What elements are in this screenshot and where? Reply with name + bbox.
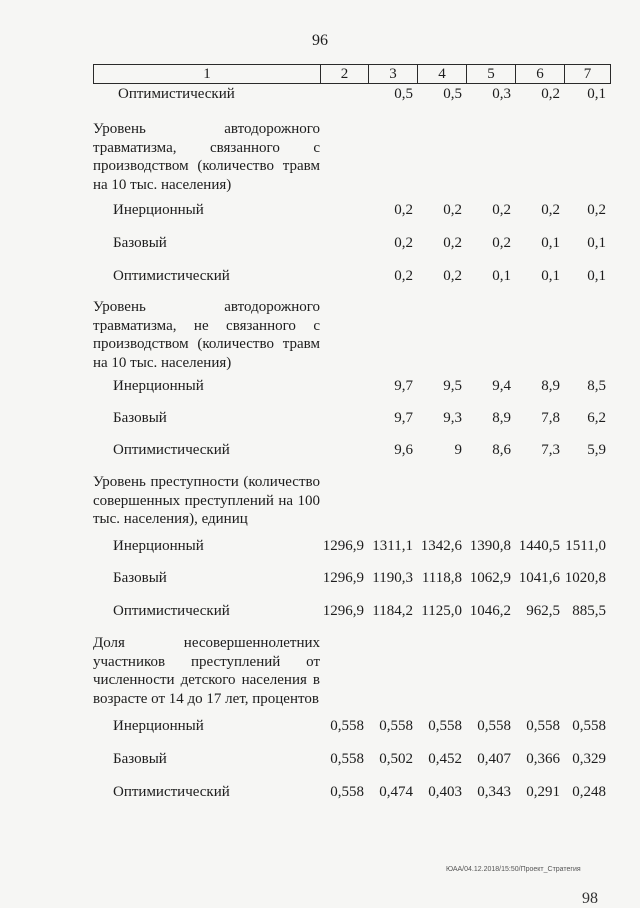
cell-value: 0,5 — [394, 86, 413, 102]
cell-value: 0,1 — [587, 86, 606, 102]
column-number: 4 — [418, 65, 467, 84]
cell-value: 0,558 — [572, 718, 606, 734]
cell-value: 8,5 — [587, 378, 606, 394]
cell-value: 0,558 — [379, 718, 413, 734]
cell-value: 0,343 — [477, 784, 511, 800]
cell-value — [320, 86, 368, 114]
scenario-label: Инерционный — [113, 378, 204, 394]
cell-value: 1041,6 — [518, 570, 560, 586]
cell-value: 0,2 — [492, 202, 511, 218]
cell-value: 1342,6 — [420, 538, 462, 554]
table-row — [93, 468, 610, 538]
cell-value: 9 — [454, 442, 462, 458]
scenario-label: Базовый — [113, 570, 167, 586]
column-number: 5 — [467, 65, 516, 84]
cell-value: 962,5 — [526, 603, 560, 619]
cell-value: 0,558 — [428, 718, 462, 734]
scenario-label: Оптимистический — [113, 268, 230, 284]
cell-value: 8,9 — [492, 410, 511, 426]
cell-value: 9,6 — [394, 442, 413, 458]
table-row — [93, 410, 610, 442]
cell-value: 1511,0 — [565, 538, 606, 554]
cell-value: 1020,8 — [564, 570, 606, 586]
cell-value: 0,2 — [541, 86, 560, 102]
scenario-label: Инерционный — [113, 718, 204, 734]
indicator-label: Уровень автодорожного травматизма, не связанного с производством (количество травм на 10 тыс. населения) — [93, 299, 320, 371]
table-body — [93, 86, 610, 810]
cell-value: 9,7 — [394, 410, 413, 426]
cell-value: 885,5 — [572, 603, 606, 619]
cell-value: 0,1 — [541, 235, 560, 251]
cell-value: 8,9 — [541, 378, 560, 394]
table-row — [93, 202, 610, 235]
table-row — [93, 538, 610, 570]
cell-value: 0,474 — [379, 784, 413, 800]
document-footer-code: ЮАА/04.12.2018/15:50/Проект_Стратегия — [446, 866, 581, 873]
page-number: 96 — [312, 32, 328, 49]
table-row — [93, 718, 610, 751]
cell-value: 1296,9 — [322, 570, 364, 586]
table-row — [93, 442, 610, 468]
scenario-label: Оптимистический — [113, 784, 230, 800]
cell-value: 1311,1 — [372, 538, 413, 554]
cell-value: 7,3 — [541, 442, 560, 458]
cell-value: 1296,9 — [322, 538, 364, 554]
cell-value — [320, 442, 368, 468]
cell-value: 0,403 — [428, 784, 462, 800]
scenario-label: Базовый — [113, 751, 167, 767]
cell-value: 0,502 — [379, 751, 413, 767]
scenario-label: Базовый — [113, 410, 167, 426]
table-header — [93, 64, 611, 84]
cell-value: 0,1 — [541, 268, 560, 284]
cell-value: 0,366 — [526, 751, 560, 767]
scenario-label: Оптимистический — [113, 442, 230, 458]
table-row — [93, 629, 610, 718]
cell-value: 0,5 — [443, 86, 462, 102]
indicator-label: Уровень автодорожного травматизма, связанного с производством (количество травм на 10 тыс. населения) — [93, 121, 320, 193]
cell-value: 0,558 — [526, 718, 560, 734]
cell-value: 9,4 — [492, 378, 511, 394]
cell-value: 0,291 — [526, 784, 560, 800]
cell-value: 1440,5 — [518, 538, 560, 554]
cell-value — [320, 410, 368, 442]
cell-value: 0,2 — [394, 268, 413, 284]
cell-value: 0,452 — [428, 751, 462, 767]
column-number: 2 — [321, 65, 369, 84]
cell-value: 0,1 — [587, 235, 606, 251]
cell-value: 0,2 — [394, 235, 413, 251]
table-row — [93, 378, 610, 410]
table-row — [93, 293, 610, 378]
cell-value: 1062,9 — [469, 570, 511, 586]
table-row — [93, 570, 610, 603]
cell-value — [320, 378, 368, 410]
table-row — [93, 114, 610, 202]
cell-value: 0,2 — [394, 202, 413, 218]
cell-value: 0,558 — [330, 751, 364, 767]
cell-value: 0,1 — [587, 268, 606, 284]
cell-value: 0,407 — [477, 751, 511, 767]
cell-value: 1125,0 — [421, 603, 462, 619]
table-row — [93, 235, 610, 268]
table-row — [93, 784, 610, 810]
cell-value: 9,7 — [394, 378, 413, 394]
cell-value: 5,9 — [587, 442, 606, 458]
scenario-label: Инерционный — [113, 202, 204, 218]
cell-value: 1390,8 — [469, 538, 511, 554]
cell-value: 9,5 — [443, 378, 462, 394]
cell-value: 1184,2 — [372, 603, 413, 619]
cell-value: 8,6 — [492, 442, 511, 458]
cell-value: 0,2 — [492, 235, 511, 251]
cell-value: 0,2 — [443, 268, 462, 284]
indicator-label: Доля несовершеннолетних участников преступлений от численности детского населения в возрасте от 14 до 17 лет, процентов — [93, 635, 320, 707]
scenario-label: Оптимистический — [118, 86, 235, 102]
cell-value: 0,558 — [330, 718, 364, 734]
cell-value: 1118,8 — [421, 570, 462, 586]
column-number: 7 — [565, 65, 611, 84]
cell-value: 0,558 — [477, 718, 511, 734]
indicator-label: Уровень преступности (количество совершенных преступлений на 100 тыс. населения), единиц — [93, 474, 320, 527]
table-row — [93, 86, 610, 114]
cell-value: 0,2 — [443, 235, 462, 251]
scenario-label: Инерционный — [113, 538, 204, 554]
cell-value: 0,248 — [572, 784, 606, 800]
corner-page-number: 98 — [582, 890, 598, 907]
cell-value: 6,2 — [587, 410, 606, 426]
cell-value — [320, 202, 368, 235]
scenario-label: Базовый — [113, 235, 167, 251]
cell-value: 9,3 — [443, 410, 462, 426]
cell-value: 0,2 — [541, 202, 560, 218]
cell-value: 0,2 — [587, 202, 606, 218]
cell-value: 1190,3 — [372, 570, 413, 586]
cell-value: 0,2 — [443, 202, 462, 218]
cell-value: 7,8 — [541, 410, 560, 426]
column-number: 1 — [94, 65, 321, 84]
cell-value: 1296,9 — [322, 603, 364, 619]
table-row — [93, 751, 610, 784]
scenario-label: Оптимистический — [113, 603, 230, 619]
cell-value: 0,329 — [572, 751, 606, 767]
cell-value — [320, 235, 368, 268]
column-number: 3 — [369, 65, 418, 84]
column-number: 6 — [516, 65, 565, 84]
cell-value: 1046,2 — [469, 603, 511, 619]
cell-value: 0,1 — [492, 268, 511, 284]
table-row — [93, 603, 610, 629]
cell-value: 0,3 — [492, 86, 511, 102]
table-row — [93, 268, 610, 293]
cell-value: 0,558 — [330, 784, 364, 800]
cell-value — [320, 268, 368, 293]
